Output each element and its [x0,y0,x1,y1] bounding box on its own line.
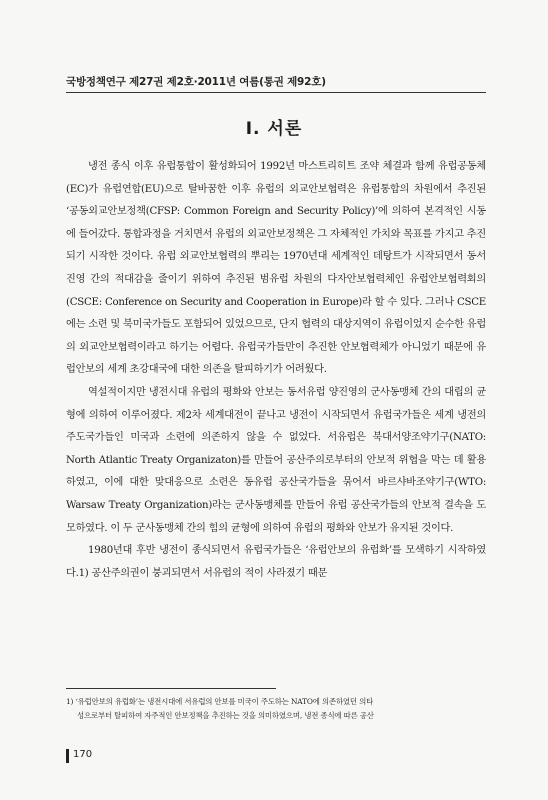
paragraph-2: 역설적이지만 냉전시대 유럽의 평화와 안보는 동서유럽 양진영의 군사동맹체 간의 대립의 균형에 의하여 이루어졌다. 제2차 세계대전이 끝나고 냉전이 시작되면서 유럽국가들은 세계 냉전의 주도국가들인 미국과 소련에 의존하지 않을 수 없었다. 서유럽은 북대서양조약기구(NATO: North Atlantic Treaty Organizaton)를 만들어 공산주의로부터의 안보적 위협을 막는 데 활용하였고, 이에 대한 맞대응으로 소련은 동유럽 공산국가들을 묶어서 바르샤바조약기구(WTO: Warsaw Treaty Organization)라는 군사동맹체를 만들어 유럽 공산국가들의 안보적 결속을 도모하였다. 이 두 군사동맹체 간의 힘의 균형에 의하여 유럽의 평화와 안보가 유지된 것이다. [66,386,486,534]
paragraph-1: 냉전 종식 이후 유럽통합이 활성화되어 1992년 마스트리히트 조약 체결과 함께 유럽공동체(EC)가 유럽연합(EU)으로 탈바꿈한 이후 유럽의 외교안보협력은 유럽통합의 차원에서 추진된 ‘공동외교안보정책(CFSP: Common Foreign and Security Policy)’에 의하여 본격적인 시동에 들어갔다. 통합과정을 거치면서 유럽의 외교안보정책은 그 자체적인 가치와 목표를 가지고 추진되기 시작한 것이다. 유럽 외교안보협력의 뿌리는 1970년대 세계적인 데탕트가 시작되면서 동서 진영 간의 적대감을 줄이기 위하여 추진된 범유럽 차원의 다자안보협력체인 유럽안보협력회의(CSCE: Conference on Security and Cooperation in Europe)라 할 수 있다. 그러나 CSCE에는 소련 및 북미국가들도 포함되어 있었으므로, 단지 협력의 대상지역이 유럽이었지 순수한 유럽의 외교안보협력이라고 하기는 어렵다. 유럽국가들만이 추진한 안보협력체가 아니었기 때문에 유럽안보의 세계 초강대국에 대한 의존을 탈피하기가 어려웠다. [66,161,486,376]
page-number: 170 [73,749,93,760]
footnote-line-2: 성으로부터 탈피하여 자주적인 안보정책을 추진하는 것을 의미하였으며, 냉전 종식에 따른 공산 [77,711,374,720]
paragraph-3: 1980년대 후반 냉전이 종식되면서 유럽국가들은 ‘유럽안보의 유럽화’를 모색하기 시작하였다.1) 공산주의권이 붕괴되면서 서유럽의 적이 사라졌기 때문 [66,545,486,579]
footnote-rule [66,688,276,689]
section-title: Ⅰ. 서론 [245,119,303,139]
body-text [66,156,486,585]
page-number-bar [66,749,69,763]
footnote-line-1: 1) ‘유럽안보의 유럽화’는 냉전시대에 서유럽의 안보를 미국이 주도하는 NATO에 의존하였던 의타 [66,697,374,706]
footnote [66,695,486,723]
header-rule [66,92,486,93]
running-header: 국방정책연구 제27권 제2호·2011년 여름(통권 제92호) [66,76,326,88]
